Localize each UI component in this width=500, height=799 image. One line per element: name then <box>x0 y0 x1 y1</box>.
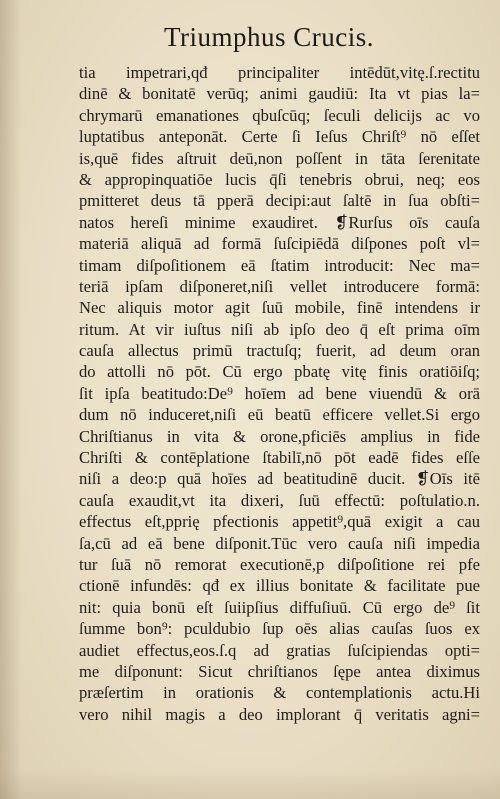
text-line: effectus eſt,pprię pfectionis appetit⁹,quā exigit a cau <box>79 512 480 532</box>
text-line: nit: quia bonū eſt ſuiipſius diffuſiuū. Cū ergo de⁹ ſit <box>79 597 480 617</box>
text-line: vero nihil magis a deo implorant q̄ veritatis agni= <box>79 704 480 724</box>
text-line: natos hereſi minime exaudiret. ❡Rurſus oīs cauſa <box>79 212 480 232</box>
text-line: audiet effectus,eos.ſ.q ad gratias ſuſcipiendas opti= <box>79 640 480 660</box>
text-line: teriā ipſam diſponeret,niſi vellet introducere formā: <box>79 276 480 296</box>
text-line: præſertim in orationis & contemplationis actu.Hi <box>79 683 480 703</box>
text-line: cauſa allectus primū tractuſq; fuerit, ad deum oran <box>79 341 480 361</box>
text-line: ritum. At vir iuſtus niſi ab ipſo deo q̄ eſt prima oīm <box>79 319 480 339</box>
text-line: pmitteret deus tā pperā decipi:aut ſaltē in ſua obſti= <box>79 191 480 211</box>
text-line: ctionē infundēs: qđ ex illius bonitate & facilitate pue <box>79 576 480 596</box>
text-line: chrymarū emanationes qbuſcūq; ſeculi delicijs ac vo <box>79 105 480 125</box>
text-line: tur ſuā nō remorat executionē,p diſpoſitione rei pfe <box>79 554 480 574</box>
text-line: ſit ipſa beatitudo:De⁹ hoīem ad bene viuendū & orā <box>79 383 480 403</box>
text-line: Nec aliquis motor agit ſuū mobile, finē intendens ir <box>79 298 480 318</box>
text-line: & appropinquatiōe lucis q̄ſi tenebris obrui, neq; eos <box>79 169 480 189</box>
text-line: ſumme bon⁹: pculdubio ſup oēs alias cauſas ſuos ex <box>79 619 480 639</box>
text-line: do attolli nō pōt. Cū ergo pbatę vitę finis oratiōiſq; <box>79 362 480 382</box>
text-line: dum nō induceret,niſi eū beatū efficere vellet.Si ergo <box>79 405 480 425</box>
text-line: dinē & bonitatē verūq; animi gaudiū: Ita vt pias la= <box>79 84 480 104</box>
text-line: is,quē fides aſtruit deū,non poſſent in tāta ſerenitate <box>79 148 480 168</box>
running-head: Triumphus Crucis. <box>163 22 375 52</box>
text-line: tia impetrari,qđ principaliter intēdūt,vitę.ſ.rectitu <box>79 63 480 82</box>
text-line: cauſa exaudit,vt ita dixeri, ſuū effectū: poſtulatio.n. <box>79 490 480 510</box>
text-line: materiā aliquā ad formā ſuſcipiēdā diſpones poſt vl= <box>79 234 480 254</box>
text-line: timam diſpoſitionem eā ſtatim introducit: Nec ma= <box>79 255 480 275</box>
text-line: Chriſti & contēplatione ſtabilī,nō pōt eadē fides eſſe <box>79 448 480 468</box>
text-line: me diſponunt: Sicut chriſtianos ſępe antea diximus <box>79 661 480 681</box>
text-line: ſa,cū ad eā bene diſponit.Tūc vero cauſa niſi impedia <box>79 533 480 553</box>
body-text <box>79 62 480 725</box>
text-line: niſi a deo:p quā hoīes ad beatitudinē ducit. ❡Oīs itē <box>79 469 480 489</box>
text-line: Chriſtianus in vita & orone,pficiēs amplius in fide <box>79 426 480 446</box>
text-line: luptatibus anteponāt. Certe ſi Ieſus Chriſt⁹ nō eſſet <box>79 127 480 147</box>
